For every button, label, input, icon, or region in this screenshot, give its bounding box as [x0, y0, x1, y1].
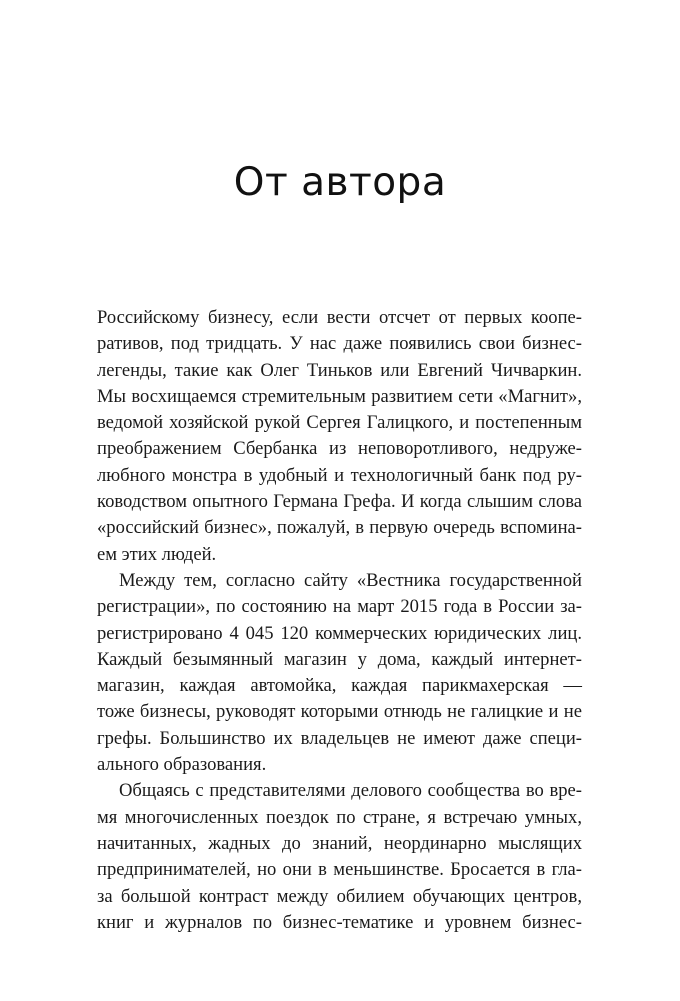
text-line: Общаясь с представителями делового сообщества во вре-	[119, 780, 582, 802]
paragraph	[97, 568, 582, 778]
paragraph	[97, 305, 582, 568]
text-line: ководством опытного Германа Грефа. И когда слышим слова	[97, 491, 582, 513]
text-line: мя многочисленных поездок по стране, я встречаю умных,	[97, 806, 582, 828]
paragraph	[97, 778, 582, 936]
text-line: Российскому бизнесу, если вести отсчет от первых коопе-	[97, 307, 582, 328]
text-line: легенды, такие как Олег Тиньков или Евгений Чичваркин.	[97, 359, 582, 381]
text-line: преображением Сбербанка из неповоротливого, недруже-	[97, 438, 582, 460]
text-line: регистрации», по состоянию на март 2015 года в России за-	[97, 596, 582, 618]
text-line: за большой контраст между обилием обучающих центров,	[97, 885, 582, 907]
text-line: «российский бизнес», пожалуй, в первую очередь вспомина-	[97, 517, 582, 539]
text-line: книг и журналов по бизнес-тематике и уровнем бизнес-	[97, 911, 582, 933]
text-line: ведомой хозяйской рукой Сергея Галицкого, и постепенным	[97, 412, 582, 434]
text-line: ального образования.	[97, 754, 267, 776]
text-line: Между тем, согласно сайту «Вестника государственной	[119, 569, 582, 591]
text-line: любного монстра в удобный и технологичный банк под ру-	[97, 464, 582, 486]
text-line: начитанных, жадных до знаний, неординарно мыслящих	[97, 832, 582, 854]
text-line: предпринимателей, но они в меньшинстве. Бросается в гла-	[97, 859, 582, 881]
text-line: тоже бизнесы, руководят которыми отнюдь не галицкие и не	[97, 701, 582, 723]
text-line: регистрировано 4 045 120 коммерческих юридических лиц.	[97, 622, 582, 644]
text-line: Мы восхищаемся стремительным развитием сети «Магнит»,	[97, 385, 582, 407]
chapter-title: От автора	[233, 160, 447, 205]
text-line: Каждый безымянный магазин у дома, каждый интернет-	[97, 648, 582, 670]
text-line: грефы. Большинство их владельцев не имеют даже специ-	[97, 727, 582, 749]
chapter-body	[97, 305, 582, 936]
text-line: магазин, каждая автомойка, каждая парикмахерская —	[97, 675, 582, 697]
text-line: ем этих людей.	[97, 543, 217, 565]
text-line: ративов, под тридцать. У нас даже появились свои бизнес-	[97, 333, 582, 355]
